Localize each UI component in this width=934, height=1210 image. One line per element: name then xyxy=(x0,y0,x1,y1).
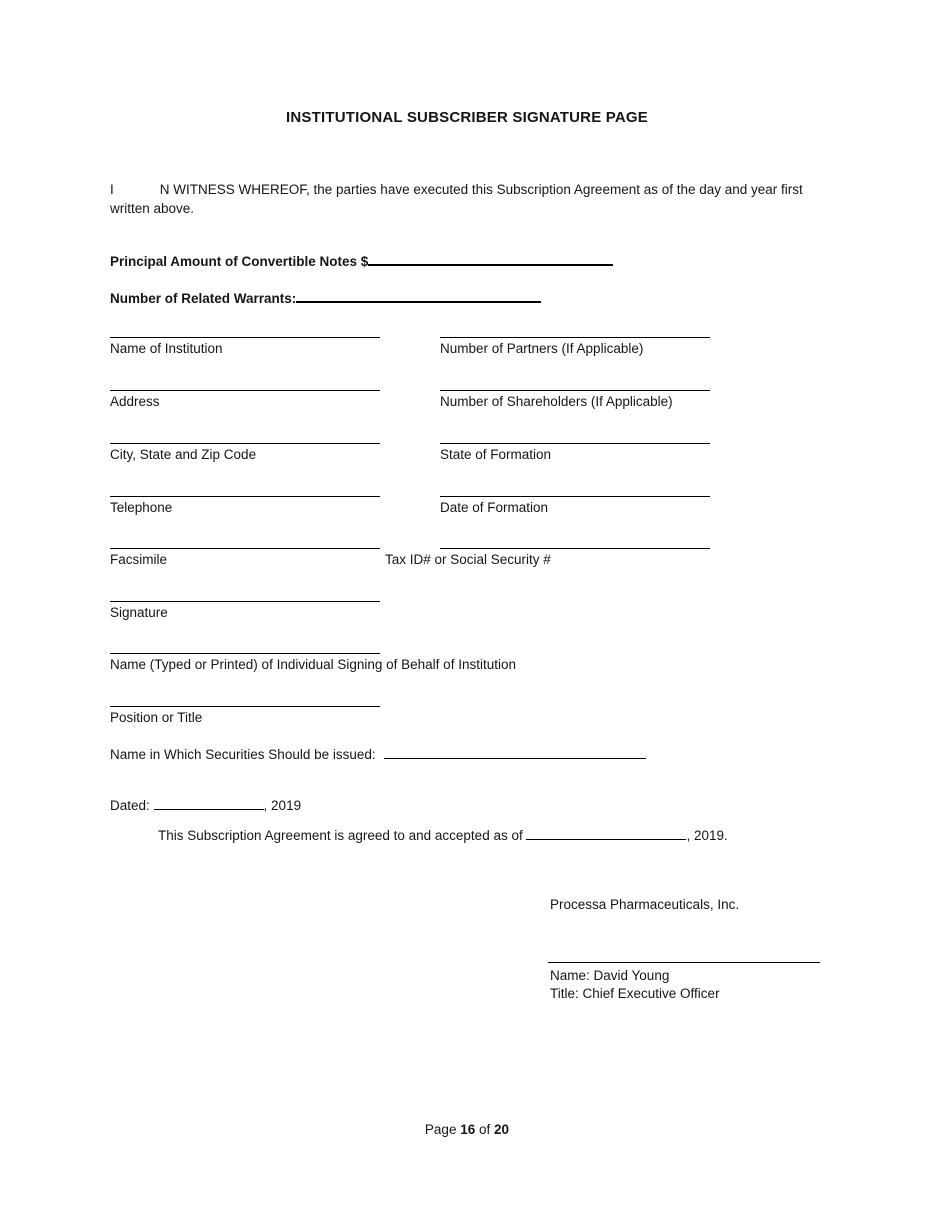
field-label: Number of Shareholders (If Applicable) xyxy=(440,394,673,409)
field-label: Signature xyxy=(110,605,168,620)
field-telephone xyxy=(110,496,380,515)
field-label: Telephone xyxy=(110,500,173,515)
field-label: Position or Title xyxy=(110,710,203,725)
field-address xyxy=(110,390,380,409)
field-label: Name (Typed or Printed) of Individual Signing of Behalf of Institution xyxy=(110,657,516,672)
footer-page-number: 16 xyxy=(460,1122,476,1137)
securities-name-label: Name in Which Securities Should be issued: xyxy=(110,747,376,762)
securities-name-blank-line xyxy=(384,745,646,759)
dated-blank-line xyxy=(154,796,264,810)
acceptance-year: , 2019. xyxy=(686,828,728,843)
related-warrants-row xyxy=(110,288,541,306)
witness-text: N WITNESS WHEREOF, the parties have executed this Subscription Agreement as of the day and year first written above. xyxy=(110,182,803,216)
acceptance-text: This Subscription Agreement is agreed to and accepted as of xyxy=(158,828,523,843)
field-number-of-shareholders xyxy=(440,390,710,409)
dated-year: , 2019 xyxy=(263,798,302,813)
related-warrants-blank-line xyxy=(296,288,541,303)
field-printed-name xyxy=(110,653,516,672)
principal-amount-blank-line xyxy=(368,251,613,266)
field-state-of-formation xyxy=(440,443,710,462)
related-warrants-label: Number of Related Warrants: xyxy=(110,291,297,306)
footer-total-pages: 20 xyxy=(494,1122,510,1137)
page-footer xyxy=(0,1122,934,1137)
company-name: Processa Pharmaceuticals, Inc. xyxy=(550,897,740,912)
field-label: Date of Formation xyxy=(440,500,549,515)
field-label: Tax ID# or Social Security # xyxy=(385,552,551,567)
acceptance-row xyxy=(158,826,728,843)
witness-initial: I xyxy=(110,182,114,197)
field-label: Facsimile xyxy=(110,552,168,567)
field-tax-id xyxy=(385,548,710,567)
dated-row xyxy=(110,796,301,813)
page-title: INSTITUTIONAL SUBSCRIBER SIGNATURE PAGE xyxy=(286,109,648,126)
signer-title: Title: Chief Executive Officer xyxy=(550,986,720,1001)
field-position-or-title xyxy=(110,706,380,725)
field-name-of-institution xyxy=(110,337,380,356)
field-signature xyxy=(110,601,380,620)
signer-name: Name: David Young xyxy=(550,968,670,983)
field-label: State of Formation xyxy=(440,447,552,462)
field-label: City, State and Zip Code xyxy=(110,447,257,462)
field-city-state-zip xyxy=(110,443,380,462)
dated-label: Dated: xyxy=(110,798,150,813)
securities-name-row xyxy=(110,745,646,762)
field-facsimile xyxy=(110,548,380,567)
principal-amount-label: Principal Amount of Convertible Notes $ xyxy=(110,254,369,269)
footer-of-word: of xyxy=(479,1122,491,1137)
field-label: Name of Institution xyxy=(110,341,223,356)
footer-page-word: Page xyxy=(424,1122,457,1137)
principal-amount-row xyxy=(110,251,613,269)
field-label: Number of Partners (If Applicable) xyxy=(440,341,644,356)
company-signature-line xyxy=(548,962,820,963)
acceptance-date-blank-line xyxy=(526,826,686,840)
witness-paragraph xyxy=(110,181,820,218)
field-date-of-formation xyxy=(440,496,710,515)
field-label: Address xyxy=(110,394,160,409)
field-number-of-partners xyxy=(440,337,710,356)
